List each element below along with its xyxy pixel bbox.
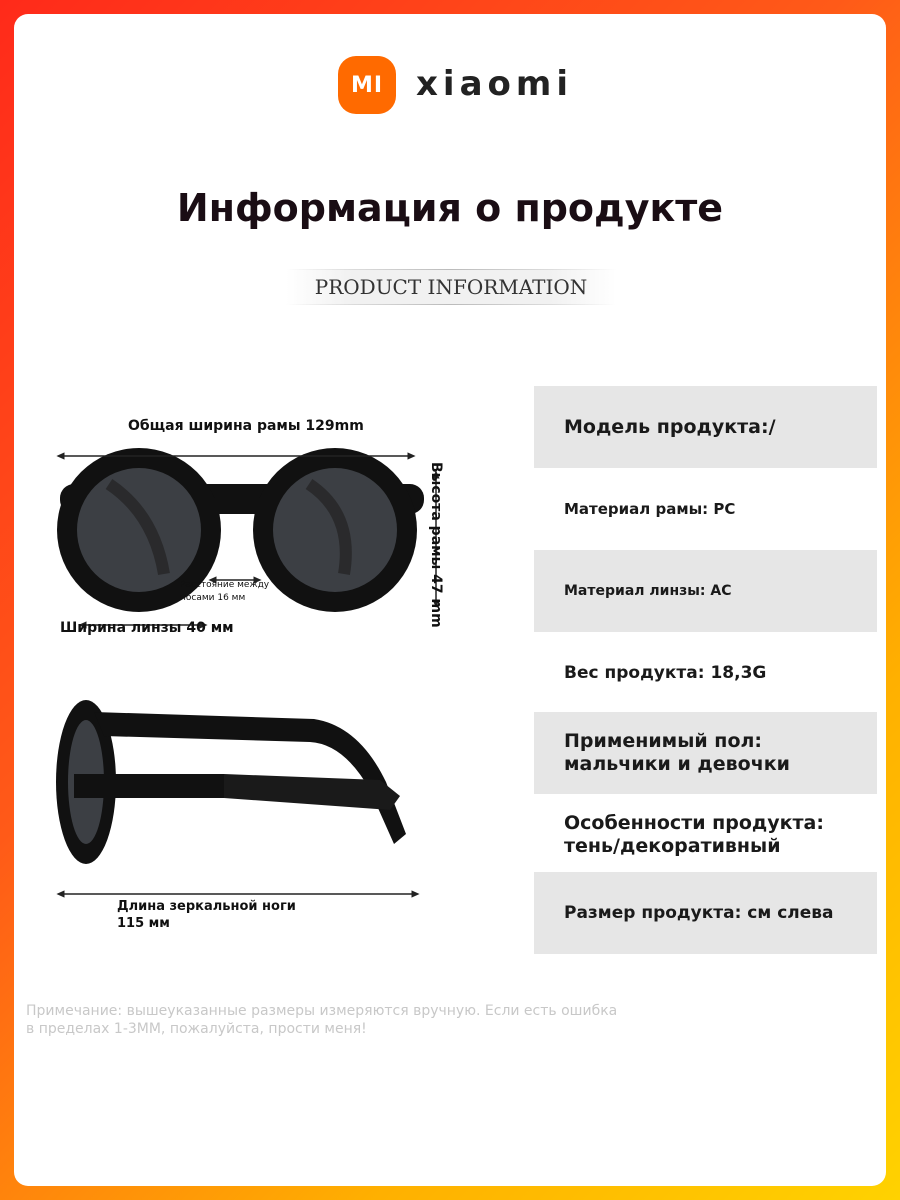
nose-distance-label-1: Расстояние между <box>180 580 270 590</box>
brand-name: xiaomi <box>416 64 573 104</box>
spec-gender-label: Применимый пол: мальчики и девочки <box>564 730 790 775</box>
nose-distance-label-2: носами 16 мм <box>180 593 246 603</box>
sunglasses-diagram <box>14 14 534 974</box>
sunglasses-side-icon <box>56 700 406 864</box>
frame-height-label: Высота рамы 47 mm <box>428 462 444 628</box>
temple-length-label-1: Длина зеркальной ноги <box>117 899 296 914</box>
lens-width-label: Ширина линзы 40 мм <box>60 620 234 636</box>
note-line-2: в пределах 1-3ММ, пожалуйста, прости меня! <box>26 1021 367 1037</box>
spec-row-weight <box>534 632 877 714</box>
spec-model-label: Модель продукта:/ <box>564 415 776 438</box>
logo-mark-text: MI <box>350 72 384 98</box>
spec-row-frame-material <box>534 468 877 550</box>
product-info-card <box>14 14 886 1186</box>
spec-weight-label: Вес продукта: 18,3G <box>564 662 767 683</box>
spec-row-size <box>534 872 877 954</box>
subtitle-text: PRODUCT INFORMATION <box>314 275 588 299</box>
measurement-note <box>26 1002 666 1038</box>
spec-row-lens-material <box>534 550 877 632</box>
spec-row-model <box>534 386 877 468</box>
note-line-1: Примечание: вышеуказанные размеры измеряются вручную. Если есть ошибка <box>26 1003 618 1019</box>
spec-row-features <box>534 794 877 876</box>
spec-features-label: Особенности продукта: тень/декоративный <box>564 812 824 857</box>
page-title: Информация о продукте <box>176 186 724 230</box>
spec-row-gender <box>534 712 877 794</box>
spec-lens-material-label: Материал линзы: AC <box>564 582 732 599</box>
temple-length-label-2: 115 мм <box>117 916 170 931</box>
spec-frame-material-label: Материал рамы: PC <box>564 500 736 518</box>
spec-size-label: Размер продукта: см слева <box>564 902 834 923</box>
frame-width-label: Общая ширина рамы 129mm <box>128 418 364 434</box>
